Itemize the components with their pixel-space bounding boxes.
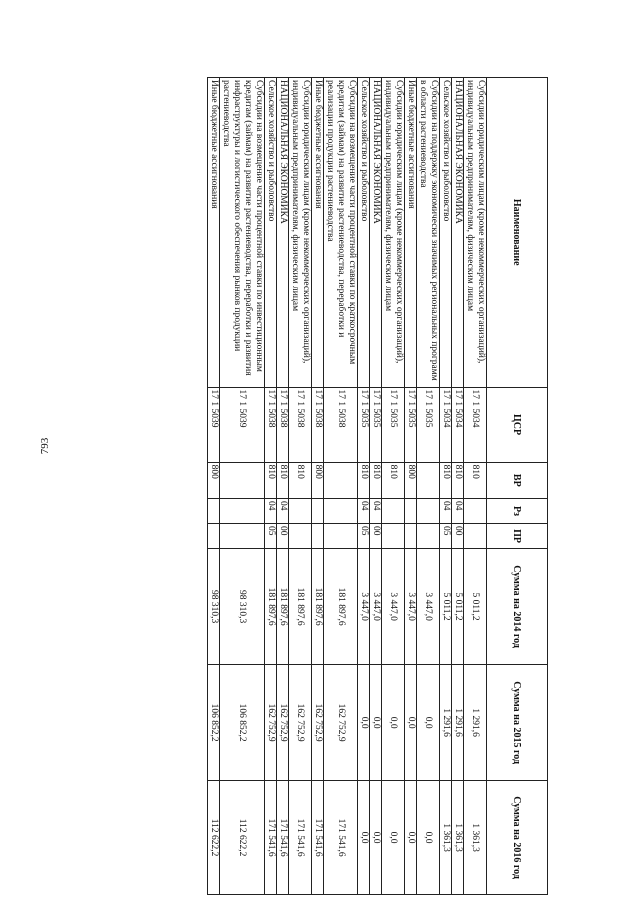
cell-pr: 05 bbox=[265, 524, 277, 549]
table-row bbox=[312, 78, 324, 895]
cell-sum-2014: 3 447,0 bbox=[382, 549, 405, 665]
cell-csr: 17 1 5034 bbox=[464, 387, 487, 462]
cell-name: Субсидии юридическим лицам (кроме некоммерческих организаций), индивидуальным предпринимателям, физическим лицам bbox=[464, 78, 487, 388]
cell-sum-2014: 3 447,0 bbox=[370, 549, 382, 665]
table-row bbox=[265, 78, 277, 895]
cell-sum-2016: 0,0 bbox=[358, 781, 370, 895]
cell-csr: 17 1 5038 bbox=[289, 387, 312, 462]
cell-name: Субсидии на возмещение части процентной ставки по инвестиционным кредитам (займам) на развитие растениеводства, переработки и развития инфраструктуры и логистического обеспечения рынков продукции растениеводства bbox=[220, 78, 265, 388]
budget-table bbox=[207, 77, 548, 895]
cell-rz: 04 bbox=[370, 499, 382, 524]
cell-csr: 17 1 5035 bbox=[382, 387, 405, 462]
cell-csr: 17 1 5034 bbox=[452, 387, 464, 462]
cell-sum-2016: 1 361,3 bbox=[440, 781, 452, 895]
cell-rz: 04 bbox=[358, 499, 370, 524]
table-row bbox=[405, 78, 417, 895]
cell-sum-2015: 1 291,6 bbox=[452, 665, 464, 781]
cell-sum-2014: 181 897,6 bbox=[265, 549, 277, 665]
cell-pr bbox=[289, 524, 312, 549]
cell-pr bbox=[464, 524, 487, 549]
cell-name: Сельское хозяйство и рыболовство bbox=[440, 78, 452, 388]
cell-sum-2015: 106 852,2 bbox=[208, 665, 220, 781]
cell-sum-2015: 0,0 bbox=[370, 665, 382, 781]
cell-rz bbox=[220, 499, 265, 524]
cell-rz: 04 bbox=[265, 499, 277, 524]
cell-vr: 810 bbox=[440, 462, 452, 498]
cell-sum-2016: 0,0 bbox=[417, 781, 440, 895]
cell-name: Сельское хозяйство и рыболовство bbox=[358, 78, 370, 388]
header-vr: ВР bbox=[487, 462, 548, 498]
cell-sum-2015: 0,0 bbox=[405, 665, 417, 781]
cell-rz: 04 bbox=[452, 499, 464, 524]
cell-sum-2014: 5 011,2 bbox=[452, 549, 464, 665]
cell-vr: 810 bbox=[452, 462, 464, 498]
cell-csr: 17 1 5038 bbox=[312, 387, 324, 462]
cell-vr: 810 bbox=[382, 462, 405, 498]
cell-csr: 17 1 5038 bbox=[324, 387, 358, 462]
cell-vr bbox=[324, 462, 358, 498]
cell-sum-2016: 0,0 bbox=[405, 781, 417, 895]
table-row bbox=[220, 78, 265, 895]
cell-sum-2015: 162 752,9 bbox=[277, 665, 289, 781]
cell-pr bbox=[405, 524, 417, 549]
cell-csr: 17 1 5039 bbox=[208, 387, 220, 462]
cell-vr: 810 bbox=[265, 462, 277, 498]
cell-rz bbox=[312, 499, 324, 524]
cell-name: Иные бюджетные ассигнования bbox=[405, 78, 417, 388]
cell-rz: 04 bbox=[277, 499, 289, 524]
cell-csr: 17 1 5035 bbox=[358, 387, 370, 462]
cell-csr: 17 1 5038 bbox=[265, 387, 277, 462]
cell-sum-2016: 171 541,6 bbox=[265, 781, 277, 895]
cell-csr: 17 1 5035 bbox=[370, 387, 382, 462]
cell-rz bbox=[289, 499, 312, 524]
header-name: Наименование bbox=[487, 78, 548, 388]
cell-name: Иные бюджетные ассигнования bbox=[312, 78, 324, 388]
cell-sum-2015: 1 291,6 bbox=[464, 665, 487, 781]
cell-sum-2015: 162 752,9 bbox=[312, 665, 324, 781]
cell-rz bbox=[382, 499, 405, 524]
cell-sum-2015: 162 752,9 bbox=[265, 665, 277, 781]
cell-sum-2014: 5 011,2 bbox=[464, 549, 487, 665]
cell-vr: 810 bbox=[464, 462, 487, 498]
cell-rz bbox=[417, 499, 440, 524]
cell-pr: 00 bbox=[370, 524, 382, 549]
header-rz: Рз bbox=[487, 499, 548, 524]
cell-rz bbox=[405, 499, 417, 524]
cell-name: Субсидии юридическим лицам (кроме некоммерческих организаций), индивидуальным предпринимателям, физическим лицам bbox=[382, 78, 405, 388]
cell-pr: 00 bbox=[277, 524, 289, 549]
table-row bbox=[358, 78, 370, 895]
header-sum-2015: Сумма на 2015 год bbox=[487, 665, 548, 781]
cell-sum-2014: 181 897,6 bbox=[324, 549, 358, 665]
cell-pr bbox=[208, 524, 220, 549]
cell-rz: 04 bbox=[440, 499, 452, 524]
table-row bbox=[289, 78, 312, 895]
cell-sum-2016: 171 541,6 bbox=[312, 781, 324, 895]
cell-sum-2016: 1 361,3 bbox=[452, 781, 464, 895]
cell-sum-2015: 0,0 bbox=[358, 665, 370, 781]
cell-csr: 17 1 5039 bbox=[220, 387, 265, 462]
cell-pr bbox=[312, 524, 324, 549]
cell-sum-2016: 171 541,6 bbox=[324, 781, 358, 895]
cell-name: Сельское хозяйство и рыболовство bbox=[265, 78, 277, 388]
header-csr: ЦСР bbox=[487, 387, 548, 462]
cell-rz bbox=[324, 499, 358, 524]
header-sum-2016: Сумма на 2016 год bbox=[487, 781, 548, 895]
cell-sum-2016: 0,0 bbox=[370, 781, 382, 895]
cell-name: Субсидии на поддержку экономически значимых региональных программ в области растениеводства bbox=[417, 78, 440, 388]
cell-sum-2015: 162 752,9 bbox=[324, 665, 358, 781]
cell-pr: 00 bbox=[452, 524, 464, 549]
header-pr: ПР bbox=[487, 524, 548, 549]
table-row bbox=[277, 78, 289, 895]
cell-name: НАЦИОНАЛЬНАЯ ЭКОНОМИКА bbox=[452, 78, 464, 388]
cell-vr bbox=[417, 462, 440, 498]
cell-csr: 17 1 5034 bbox=[440, 387, 452, 462]
cell-pr bbox=[417, 524, 440, 549]
cell-sum-2015: 0,0 bbox=[382, 665, 405, 781]
cell-vr: 800 bbox=[208, 462, 220, 498]
cell-sum-2014: 5 011,2 bbox=[440, 549, 452, 665]
cell-sum-2014: 98 310,3 bbox=[220, 549, 265, 665]
cell-sum-2015: 0,0 bbox=[417, 665, 440, 781]
table-row bbox=[382, 78, 405, 895]
cell-sum-2016: 0,0 bbox=[382, 781, 405, 895]
cell-vr: 810 bbox=[277, 462, 289, 498]
table-row bbox=[370, 78, 382, 895]
cell-vr bbox=[220, 462, 265, 498]
cell-sum-2015: 1 291,6 bbox=[440, 665, 452, 781]
cell-sum-2016: 1 361,3 bbox=[464, 781, 487, 895]
header-sum-2014: Сумма на 2014 год bbox=[487, 549, 548, 665]
cell-pr bbox=[382, 524, 405, 549]
cell-name: Иные бюджетные ассигнования bbox=[208, 78, 220, 388]
cell-vr: 800 bbox=[405, 462, 417, 498]
header-row bbox=[487, 78, 548, 895]
cell-name: НАЦИОНАЛЬНАЯ ЭКОНОМИКА bbox=[370, 78, 382, 388]
cell-rz bbox=[208, 499, 220, 524]
cell-sum-2014: 3 447,0 bbox=[417, 549, 440, 665]
cell-csr: 17 1 5038 bbox=[277, 387, 289, 462]
cell-sum-2015: 162 752,9 bbox=[289, 665, 312, 781]
table-row bbox=[417, 78, 440, 895]
cell-sum-2016: 171 541,6 bbox=[289, 781, 312, 895]
cell-name: Субсидии на возмещение части процентной ставки по краткосрочным кредитам (займам) на развитие растениеводства, переработки и реализации продукции растениеводства bbox=[324, 78, 358, 388]
cell-sum-2016: 112 622,2 bbox=[220, 781, 265, 895]
cell-sum-2016: 171 541,6 bbox=[277, 781, 289, 895]
cell-sum-2014: 3 447,0 bbox=[358, 549, 370, 665]
page-number: 793 bbox=[39, 437, 51, 455]
cell-vr: 810 bbox=[358, 462, 370, 498]
table-row bbox=[440, 78, 452, 895]
cell-csr: 17 1 5035 bbox=[405, 387, 417, 462]
cell-pr bbox=[220, 524, 265, 549]
cell-sum-2014: 3 447,0 bbox=[405, 549, 417, 665]
cell-sum-2014: 181 897,6 bbox=[277, 549, 289, 665]
cell-sum-2016: 112 622,2 bbox=[208, 781, 220, 895]
table-row bbox=[208, 78, 220, 895]
cell-pr: 05 bbox=[440, 524, 452, 549]
cell-sum-2015: 106 852,2 bbox=[220, 665, 265, 781]
cell-csr: 17 1 5035 bbox=[417, 387, 440, 462]
cell-vr: 810 bbox=[370, 462, 382, 498]
cell-rz bbox=[464, 499, 487, 524]
cell-pr: 05 bbox=[358, 524, 370, 549]
cell-vr: 810 bbox=[289, 462, 312, 498]
table-row bbox=[464, 78, 487, 895]
cell-name: Субсидии юридическим лицам (кроме некоммерческих организаций), индивидуальным предпринимателям, физическим лицам bbox=[289, 78, 312, 388]
cell-sum-2014: 181 897,6 bbox=[289, 549, 312, 665]
cell-name: НАЦИОНАЛЬНАЯ ЭКОНОМИКА bbox=[277, 78, 289, 388]
cell-vr: 800 bbox=[312, 462, 324, 498]
table-row bbox=[452, 78, 464, 895]
table-row bbox=[324, 78, 358, 895]
cell-pr bbox=[324, 524, 358, 549]
cell-sum-2014: 181 897,6 bbox=[312, 549, 324, 665]
cell-sum-2014: 98 310,3 bbox=[208, 549, 220, 665]
